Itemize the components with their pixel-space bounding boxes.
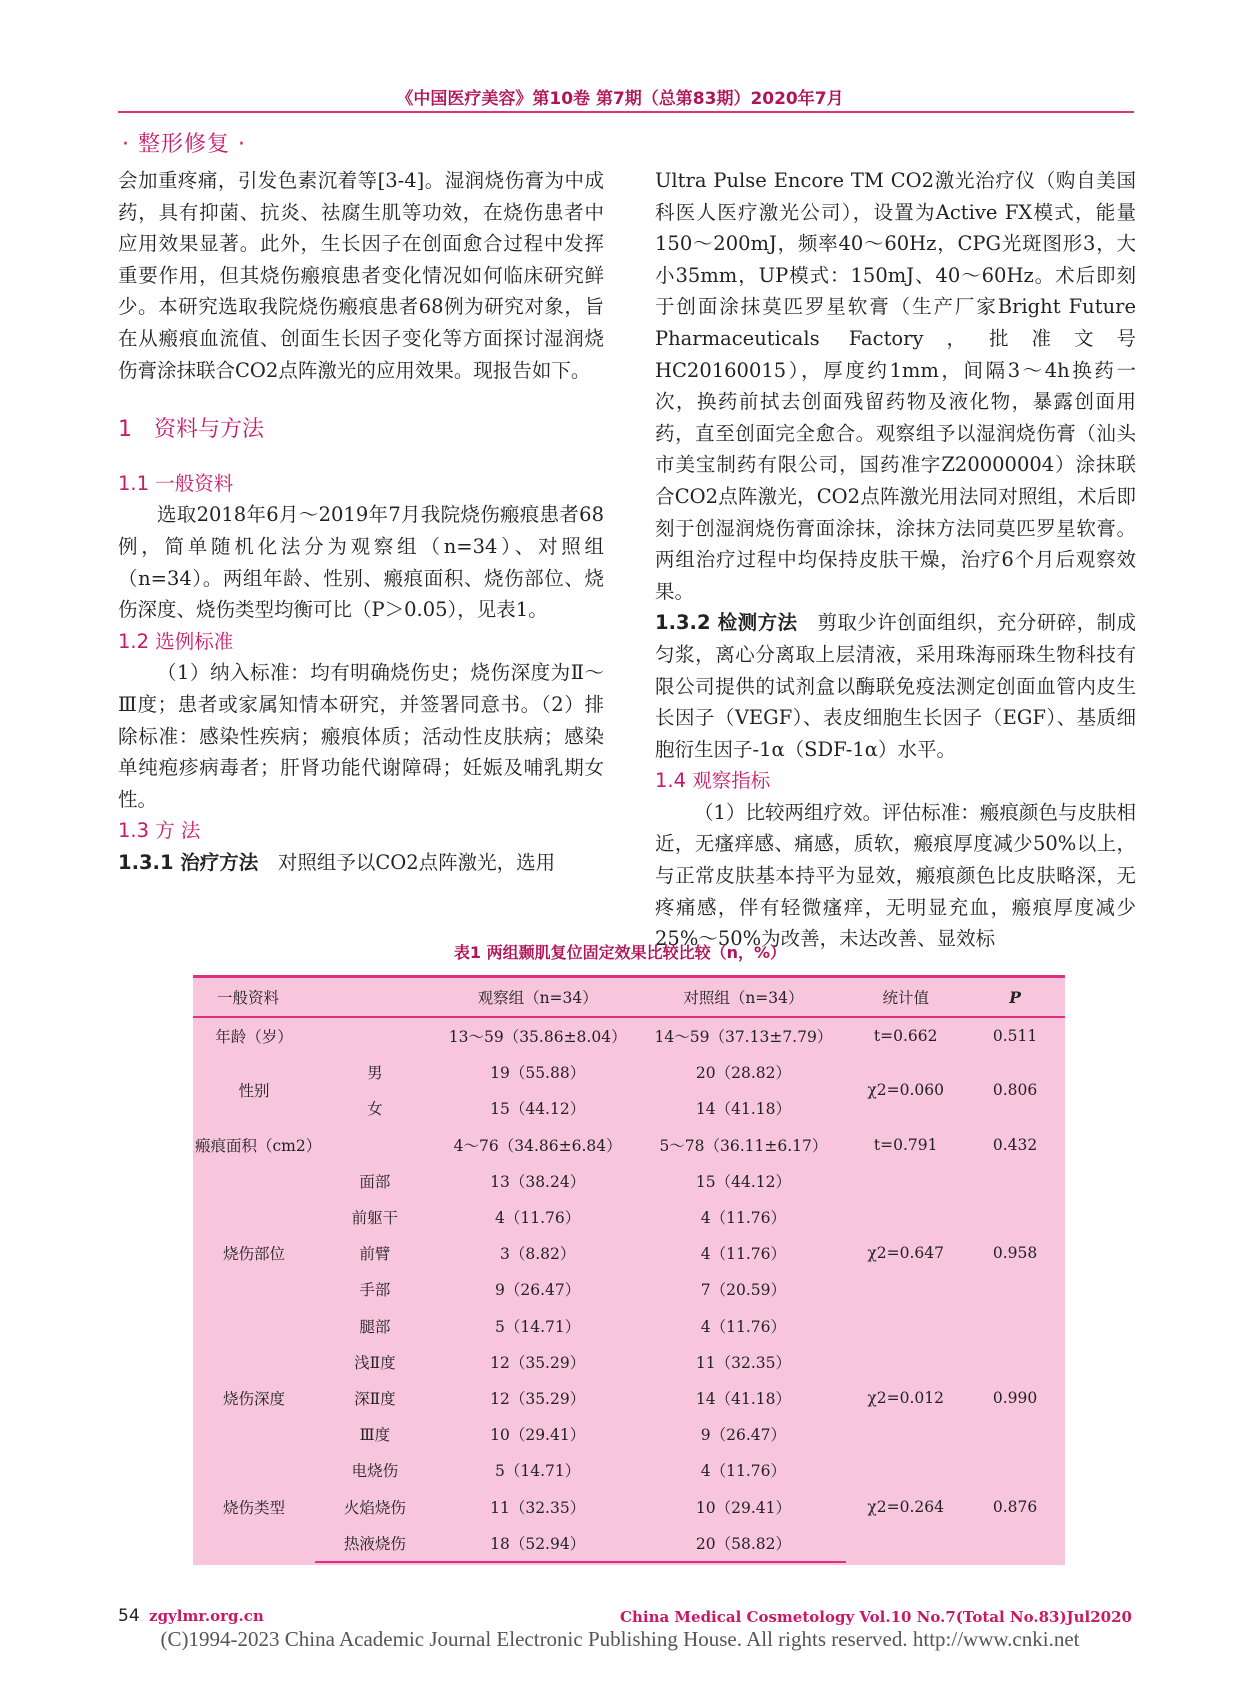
cell: 14～59（37.13±7.79）	[654, 1028, 833, 1047]
sub-label: 火焰烧伤	[343, 1498, 406, 1517]
p-cell: 0.958	[992, 1244, 1038, 1263]
row-label: 烧伤深度	[222, 1389, 285, 1408]
footer-site-link[interactable]: zgylmr.org.cn	[149, 1607, 264, 1625]
cell: 13～59（35.86±8.04）	[448, 1028, 627, 1047]
p-cell: 0.806	[992, 1081, 1038, 1100]
table-title: 表1 两组颞肌复位固定效果比较比较（n，%）	[453, 943, 787, 962]
cell: 15（44.12）	[695, 1172, 791, 1191]
page-number: 54	[118, 1606, 140, 1626]
cell: 5（14.71）	[495, 1462, 581, 1481]
row-label: 瘢痕面积（cm2）	[195, 1136, 322, 1155]
cell: 4（11.76）	[700, 1462, 787, 1481]
header-rule	[118, 111, 1134, 113]
cell: 20（28.82）	[695, 1064, 791, 1083]
treatment-text: 对照组予以CO2点阵激光，选用	[277, 850, 556, 874]
sub-label: Ⅲ度	[359, 1426, 391, 1445]
sub-label: 热液烧伤	[315, 1525, 435, 1562]
sub-label: 面部	[359, 1172, 391, 1191]
subsection-heading-1-2: 1.2 选例标准	[118, 629, 234, 653]
detection-paragraph	[655, 607, 1136, 765]
cell: 18（52.94）	[435, 1525, 641, 1562]
section-tag: · 整形修复 ·	[122, 132, 246, 157]
p-cell: 0.511	[992, 1027, 1038, 1046]
left-column	[118, 165, 604, 878]
row-label: 烧伤部位	[222, 1245, 285, 1264]
subsection-heading-1-3: 1.3 方 法	[118, 819, 201, 843]
p-cell: 0.990	[992, 1388, 1038, 1407]
cell: 4（11.76）	[700, 1209, 787, 1228]
p-cell: 0.432	[992, 1135, 1038, 1154]
row-label: 性别	[238, 1082, 270, 1101]
p-cell: 0.876	[992, 1498, 1038, 1517]
table-row	[193, 1452, 1065, 1488]
sub-label: 浅Ⅱ度	[354, 1353, 396, 1372]
cell: 9（26.47）	[700, 1426, 787, 1445]
col-header-stat: 统计值	[846, 977, 965, 1018]
row-label: 烧伤类型	[222, 1499, 285, 1518]
stat-cell: χ2=0.012	[867, 1388, 945, 1407]
col-header-observe: 观察组（n=34）	[435, 977, 641, 1018]
section-heading-1: 1 资料与方法	[118, 417, 264, 443]
sub-label: 电烧伤	[351, 1462, 399, 1481]
cell: 10（29.41）	[695, 1498, 791, 1517]
cell: 5（14.71）	[495, 1317, 581, 1336]
cell: 13（38.24）	[490, 1172, 586, 1191]
cell: 4（11.76）	[495, 1209, 581, 1228]
detection-text: 剪取少许创面组织，充分研碎，制成匀浆，离心分离取上层清液，采用珠海丽珠生物科技有限公司提供的试剂盒以酶联免疫法测定创面血管内皮生长因子（VEGF）、表皮细胞生长因子（EGF）、基质细胞衍生因子-1α（SDF-1α）水平。	[655, 611, 1136, 761]
criteria-paragraph: （1）纳入标准：均有明确烧伤史；烧伤深度为Ⅱ～Ⅲ度；患者或家属知情本研究，并签署同意书。（2）排除标准：感染性疾病；瘢痕体质；活动性皮肤病；感染单纯疱疹病毒者；肝肾功能代谢障碍；妊娠及哺乳期女性。	[118, 661, 604, 811]
right-column	[655, 165, 1136, 955]
cell: 11（32.35）	[695, 1353, 791, 1372]
cell: 14（41.18）	[695, 1389, 791, 1408]
sub-label: 前臂	[359, 1245, 391, 1264]
cell: 15（44.12）	[490, 1100, 586, 1119]
stat-cell: t=0.791	[873, 1135, 938, 1154]
cell: 11（32.35）	[490, 1498, 586, 1517]
table-row	[193, 1163, 1065, 1199]
stat-cell: χ2=0.647	[867, 1244, 945, 1263]
indicator-paragraph: （1）比较两组疗效。评估标准：瘢痕颜色与皮肤相近，无瘙痒感、痛感，质软，瘢痕厚度减少50%以上，与正常皮肤基本持平为显效，瘢痕颜色比皮肤略深，无疼痛感，伴有轻微瘙痒，无明显充血，瘢痕厚度减少25%～50%为改善，未达改善、显效标	[655, 800, 1136, 951]
sub-label: 女	[367, 1100, 383, 1119]
stat-cell: t=0.662	[873, 1027, 938, 1046]
cell: 19（55.88）	[490, 1064, 586, 1083]
table-row	[193, 1054, 1065, 1090]
subsection-heading-1-1: 1.1 一般资料	[118, 471, 234, 495]
cell: 10（29.41）	[490, 1426, 586, 1445]
table-header-row	[193, 977, 1065, 1018]
table-row	[193, 1127, 1065, 1163]
cell: 12（35.29）	[490, 1353, 586, 1372]
table-1	[193, 975, 1065, 1565]
footer-journal: China Medical Cosmetology Vol.10 No.7(Total No.83)Jul2020	[620, 1608, 1132, 1626]
sub-label: 腿部	[359, 1317, 391, 1336]
cell: 4（11.76）	[700, 1245, 787, 1264]
running-header: 《中国医疗美容》第10卷 第7期（总第83期）2020年7月	[396, 89, 844, 109]
treatment-paragraph	[118, 847, 604, 879]
sub-label: 深Ⅱ度	[354, 1389, 396, 1408]
sub-label: 手部	[359, 1281, 391, 1300]
sub-label: 前躯干	[351, 1209, 399, 1228]
stat-cell: χ2=0.060	[867, 1081, 945, 1100]
stat-cell: χ2=0.264	[867, 1498, 945, 1517]
laser-paragraph: Ultra Pulse Encore TM CO2激光治疗仪（购自美国科医人医疗激光公司），设置为Active FX模式，能量150～200mJ，频率40～60Hz，CPG光斑图形3，大小35mm，UP模式：150mJ、40～60Hz。术后即刻于创面涂抹莫匹罗星软膏（生产厂家Bright Future Pharmaceuticals Factory，批准文号HC20160015），厚度约1mm，间隔3～4h换药一次，换药前拭去创面残留药物及液化物，暴露创面用药，直至创面完全愈合。观察组予以湿润烧伤膏（汕头市美宝制药有限公司，国药准字Z20000004）涂抹联合CO2点阵激光，CO2点阵激光用法同对照组，术后即刻于创湿润烧伤膏面涂抹，涂抹方法同莫匹罗星软膏。两组治疗过程中均保持皮肤干燥，治疗6个月后观察效果。	[655, 169, 1136, 603]
footer-left	[118, 1606, 264, 1626]
row-label: 年龄（岁）	[215, 1028, 293, 1047]
cell: 4～76（34.86±6.84）	[453, 1136, 622, 1155]
cell: 12（35.29）	[490, 1389, 586, 1408]
heading-1-3-1: 1.3.1 治疗方法	[118, 850, 259, 874]
col-header-general: 一般资料	[193, 977, 435, 1018]
cell: 14（41.18）	[695, 1100, 791, 1119]
cell: 3（8.82）	[499, 1245, 576, 1264]
intro-paragraph: 会加重疼痛，引发色素沉着等[3-4]。湿润烧伤膏为中成药，具有抑菌、抗炎、祛腐生肌等功效，在烧伤患者中应用效果显著。此外，生长因子在创面愈合过程中发挥重要作用，但其烧伤瘢痕患者变化情况如何临床研究鲜少。本研究选取我院烧伤瘢痕患者68例为研究对象，旨在从瘢痕血流值、创面生长因子变化等方面探讨湿润烧伤膏涂抹联合CO2点阵激光的应用效果。现报告如下。	[118, 169, 604, 382]
col-header-p: P	[965, 977, 1065, 1018]
cell: 9（26.47）	[495, 1281, 581, 1300]
heading-1-3-2: 1.3.2 检测方法	[655, 611, 798, 635]
cell: 7（20.59）	[700, 1281, 787, 1300]
table-row	[193, 1017, 1065, 1054]
copyright-watermark: (C)1994-2023 China Academic Journal Electronic Publishing House. All rights reserved. http://www.cnki.net	[160, 1627, 1080, 1651]
subsection-heading-1-4: 1.4 观察指标	[655, 769, 771, 793]
cell: 20（58.82）	[641, 1525, 847, 1562]
table-row	[193, 1344, 1065, 1380]
cell: 4（11.76）	[700, 1317, 787, 1336]
cell: 5～78（36.11±6.17）	[659, 1136, 828, 1155]
sub-label: 男	[367, 1064, 383, 1083]
general-data-paragraph: 选取2018年6月～2019年7月我院烧伤瘢痕患者68例，简单随机化法分为观察组（n=34）、对照组（n=34）。两组年龄、性别、瘢痕面积、烧伤部位、烧伤深度、烧伤类型均衡可比（P＞0.05），见表1。	[118, 503, 604, 622]
col-header-control: 对照组（n=34）	[641, 977, 847, 1018]
